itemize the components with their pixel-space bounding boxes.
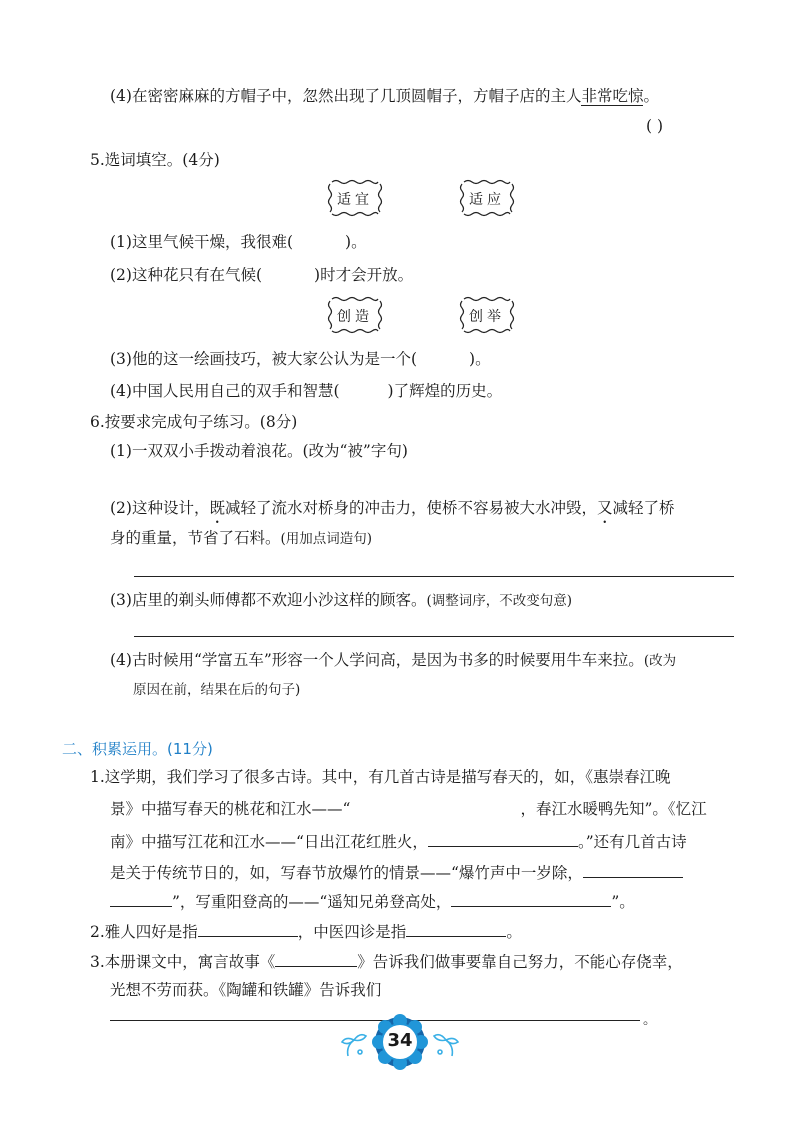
q5-item-4: [110, 381, 502, 401]
p2-blank-2[interactable]: [406, 920, 506, 937]
word-box-2: [458, 178, 516, 218]
q5-item-3: [110, 349, 491, 369]
q5-item-4-b: )了辉煌的历史。: [387, 382, 503, 400]
q6-s2-line2: 身的重量，节省了石料。: [110, 529, 281, 547]
q5-title: 5.选词填空。(4分): [90, 151, 220, 169]
p1-l2-b: ，春江水暖鸭先知”。《忆江: [520, 800, 707, 818]
q6-sentence-2-line2: [110, 528, 372, 549]
p3-line-1: [90, 950, 683, 972]
q4-4-answer-paren[interactable]: ( ): [646, 117, 664, 135]
q6-title: 6.按要求完成句子练习。(8分): [90, 413, 298, 431]
p3-line-2: 光想不劳而获。《陶罐和铁罐》告诉我们: [110, 981, 382, 999]
p1-l5-a: ”，写重阳登高的——“遥知兄弟登高处，: [172, 893, 452, 911]
answer-line-s2[interactable]: [134, 576, 734, 577]
q6-s2-dotted-word-2: 又: [597, 499, 613, 517]
q6-s3-note: (调整词序，不改变句意): [426, 593, 573, 609]
q6-sentence-2-line1: [110, 498, 675, 518]
q6-sentence-1: (1)一双双小手拨动着浪花。(改为“被”字句): [110, 442, 408, 460]
poem-blank-4[interactable]: [451, 890, 611, 907]
q4-4-text: (4)在密密麻麻的方帽子中，忽然出现了几顶圆帽子，方帽子店的主人: [110, 87, 582, 105]
p1-l5-b: ”。: [611, 893, 635, 911]
word-option-4: 创举: [469, 309, 505, 325]
p1-l2-a: 景》中描写春天的桃花和江水——“: [110, 800, 351, 818]
q5-item-2: [110, 265, 413, 285]
q6-s4-text: (4)古时候用“学富五车”形容一个人学问高，是因为书多的时候要用牛车来拉。: [110, 651, 644, 669]
p3-l1-a: 3.本册课文中，寓言故事《: [90, 953, 276, 971]
poem-blank-3a[interactable]: [583, 861, 683, 878]
q6-s2-dotted-word-1: 既: [209, 499, 225, 517]
answer-line-s3[interactable]: [134, 636, 734, 637]
q6-sentence-4-line1: [110, 650, 676, 671]
p1-line-2: [110, 799, 707, 819]
q5-item-2-b: )时才会开放。: [314, 266, 414, 284]
q5-item-4-a: (4)中国人民用自己的双手和智慧(: [110, 382, 340, 400]
p3-end: 。: [643, 1012, 657, 1028]
p1-l4-a: 是关于传统节日的，如，写春节放爆竹的情景——“爆竹声中一岁除，: [110, 864, 583, 882]
p2-b: ，中医四诊是指: [297, 923, 407, 941]
p1-l3-a: 南》中描写江花和江水——“日出江花红胜火，: [110, 833, 428, 851]
page-number: 34: [387, 1030, 413, 1051]
p3-l1-b: 》告诉我们做事要靠自己努力，不能心存侥幸，: [357, 953, 683, 971]
p2-a: 2.雅人四好是指: [90, 923, 198, 941]
p2-c: 。: [506, 923, 522, 941]
p1-line-5: [110, 890, 635, 912]
q5-item-3-b: )。: [469, 350, 491, 368]
q4-4-underlined: 非常吃惊: [581, 87, 644, 105]
p3-blank-1[interactable]: [275, 950, 357, 967]
q6-s2-c: 减轻了桥: [612, 499, 675, 517]
p1-line-3: [110, 830, 687, 852]
word-box-3: [326, 295, 384, 335]
p2-blank-1[interactable]: [198, 920, 298, 937]
word-box-4: [458, 295, 516, 335]
q6-s4-note-2: 原因在前，结果在后的句子): [133, 682, 301, 698]
p1-l3-b: 。”还有几首古诗: [577, 833, 687, 851]
word-box-1: [326, 178, 384, 218]
q5-item-1: [110, 232, 367, 252]
section-2-title: 二、积累运用。(11分): [62, 740, 213, 758]
q4-4-end: 。: [643, 87, 659, 105]
q6-s4-note-1: (改为: [643, 653, 677, 669]
q5-item-3-a: (3)他的这一绘画技巧，被大家公认为是一个(: [110, 350, 418, 368]
q6-s2-b: 减轻了流水对桥身的冲击力，使桥不容易被大水冲毁，: [224, 499, 597, 517]
q6-s2-note: (用加点词造句): [280, 531, 373, 547]
word-option-2: 适应: [469, 192, 505, 208]
poem-blank-3b[interactable]: [110, 890, 172, 907]
q6-s3-text: (3)店里的剃头师傅都不欢迎小沙这样的顾客。: [110, 591, 427, 609]
word-option-1: 适宜: [337, 192, 373, 208]
q4-4-line: [110, 86, 659, 106]
p2-line: [90, 920, 522, 942]
poem-blank-2[interactable]: [428, 830, 578, 847]
word-option-3: 创造: [337, 309, 373, 325]
q6-s2-a: (2)这种设计，: [110, 499, 210, 517]
q6-sentence-3: [110, 590, 572, 611]
page-number-badge: [330, 1012, 470, 1072]
q5-item-1-a: (1)这里气候干燥，我很难(: [110, 233, 294, 251]
q5-item-2-a: (2)这种花只有在气候(: [110, 266, 263, 284]
p1-line-4: [110, 861, 683, 883]
q5-item-1-b: )。: [345, 233, 367, 251]
p1-line-1: 1.这学期，我们学习了很多古诗。其中，有几首古诗是描写春天的，如，《惠崇春江晚: [90, 768, 671, 786]
